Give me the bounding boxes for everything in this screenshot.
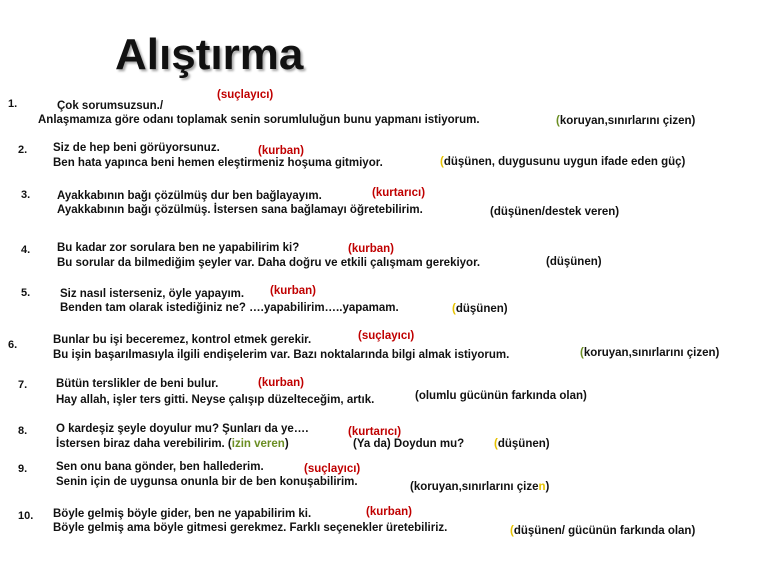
role-note: (düşünen, duygusunu uygun ifade eden güç) xyxy=(440,156,686,168)
role-note: (düşünen) xyxy=(494,438,550,450)
item-number: 10. xyxy=(18,510,34,522)
sentence-line: Çok sorumsuzsun./ xyxy=(57,100,164,112)
sentence-line: Böyle gelmiş ama böyle gitmesi gerekmez. Farklı seçenekler üretebiliriz. xyxy=(53,522,448,534)
role-label: (suçlayıcı) xyxy=(304,463,361,475)
item-number: 9. xyxy=(18,463,28,475)
sentence-line: İstersen biraz daha verebilirim. (izin veren) xyxy=(56,438,289,450)
role-label: (kurban) xyxy=(258,377,304,389)
role-label: (kurban) xyxy=(366,506,412,518)
role-note: (düşünen) xyxy=(452,303,508,315)
role-note: (koruyan,sınırlarını çizen) xyxy=(580,347,720,359)
sentence-line: Siz nasıl isterseniz, öyle yapayım. xyxy=(60,288,245,300)
sentence-line: Bütün terslikler de beni bulur. xyxy=(56,378,219,390)
role-label: (kurtarıcı) xyxy=(348,426,402,438)
role-label: (kurban) xyxy=(258,145,304,157)
sentence-line: Senin için de uygunsa onunla bir de ben konuşabilirim. xyxy=(56,476,358,488)
role-note: (koruyan,sınırlarını çizen) xyxy=(410,481,550,493)
role-note: (düşünen/destek veren) xyxy=(490,206,620,218)
item-number: 8. xyxy=(18,425,28,437)
sentence-line: Bu sorular da bilmediğim şeyler var. Daha doğru ve etkili çalışmam gerekiyor. xyxy=(57,257,481,269)
role-label: (kurtarıcı) xyxy=(372,187,426,199)
item-number: 1. xyxy=(8,98,18,110)
page-title: Alıştırma xyxy=(115,30,304,79)
sentence-line: Bunlar bu işi beceremez, kontrol etmek gerekir. xyxy=(53,334,312,346)
sentence-line: Benden tam olarak istediğiniz ne? ….yapabilirim…..yapamam. xyxy=(60,302,399,314)
sentence-line: Ayakkabının bağı çözülmüş. İstersen sana bağlamayı öğretebilirim. xyxy=(57,204,423,216)
sentence-line: Bu işin başarılmasıyla ilgili endişelerim var. Bazı noktalarında bilgi almak istiyorum. xyxy=(53,349,510,361)
role-note: (düşünen/ gücünün farkında olan) xyxy=(510,525,696,537)
item-number: 7. xyxy=(18,379,28,391)
role-note: (koruyan,sınırlarını çizen) xyxy=(556,115,696,127)
sentence-line: Hay allah, işler ters gitti. Neyse çalışıp düzelteceğim, artık. xyxy=(56,394,375,406)
role-label: (kurban) xyxy=(270,285,316,297)
sentence-line: Bu kadar zor sorulara ben ne yapabilirim ki? xyxy=(57,242,300,254)
role-note: (düşünen) xyxy=(546,256,602,268)
sentence-line: O kardeşiz şeyle doyulur mu? Şunları da ye…. xyxy=(56,423,309,435)
role-label: (suçlayıcı) xyxy=(217,89,274,101)
sentence-line: Ben hata yapınca beni hemen eleştirmeniz hoşuma gitmiyor. xyxy=(53,157,383,169)
sentence-line: Anlaşmamıza göre odanı toplamak senin sorumluluğun bunu yapmanı istiyorum. xyxy=(38,114,480,126)
item-number: 3. xyxy=(21,189,31,201)
role-note: (olumlu gücünün farkında olan) xyxy=(415,390,587,402)
sentence-line: Siz de hep beni görüyorsunuz. xyxy=(53,142,220,154)
item-number: 4. xyxy=(21,244,31,256)
role-label: (suçlayıcı) xyxy=(358,330,415,342)
sentence-line: Ayakkabının bağı çözülmüş dur ben bağlayayım. xyxy=(57,190,322,202)
sentence-line: Böyle gelmiş böyle gider, ben ne yapabilirim ki. xyxy=(53,508,312,520)
sentence-line: Sen onu bana gönder, ben hallederim. xyxy=(56,461,264,473)
role-label: (kurban) xyxy=(348,243,394,255)
item-number: 2. xyxy=(18,144,28,156)
item-number: 5. xyxy=(21,287,31,299)
item-number: 6. xyxy=(8,339,18,351)
alternative-sentence: (Ya da) Doydun mu? xyxy=(353,438,465,450)
